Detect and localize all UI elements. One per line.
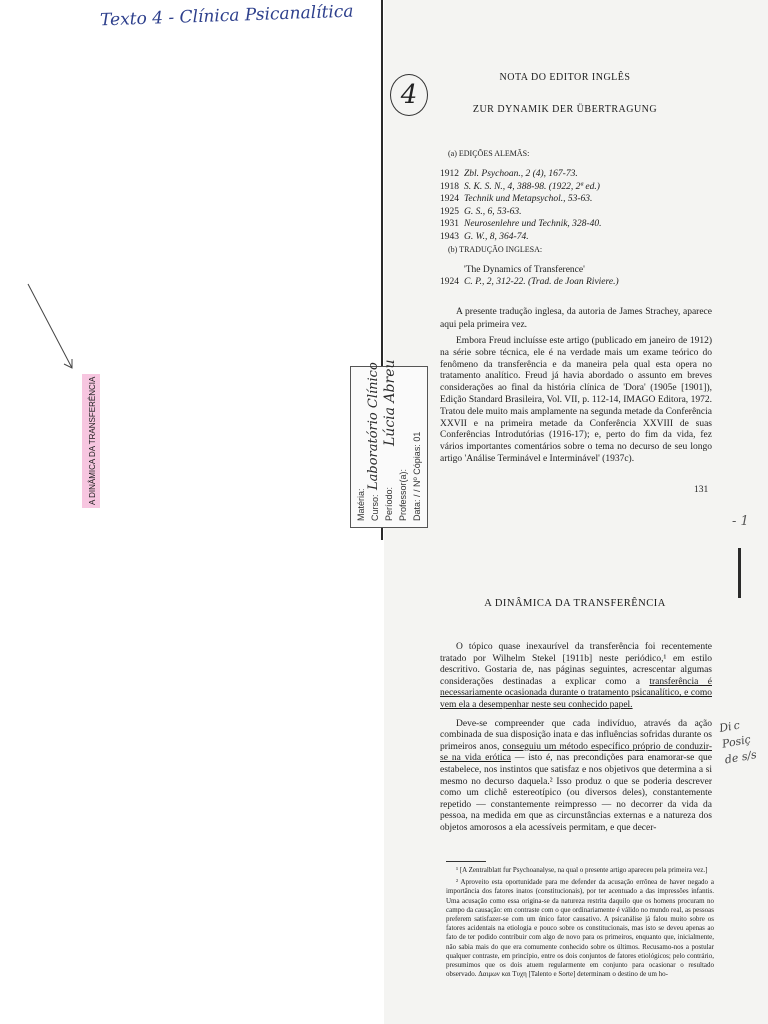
edition-row: 1918 S. K. S. N., 4, 388-98. (1922, 2ª ed.) bbox=[440, 181, 600, 192]
footnote-rule bbox=[446, 861, 486, 862]
stamp-field-materia: Matéria: bbox=[356, 488, 366, 521]
stamp-field-data: Data: / / Nº Cópias: 01 bbox=[412, 431, 422, 521]
circled-number-text: 4 bbox=[400, 80, 418, 110]
english-translation-title: 'The Dynamics of Transference' bbox=[464, 265, 585, 275]
side-label-text: A DINÂMICA DA TRANSFERÊNCIA bbox=[88, 376, 97, 505]
footnote-1: ¹ [A Zentralblatt fur Psychoanalyse, na qual o presente artigo apareceu pela primeira vez.] bbox=[456, 866, 708, 874]
edition-row: 1912 Zbl. Psychoan., 2 (4), 167-73. bbox=[440, 169, 578, 179]
article-title: A DINÂMICA DA TRANSFERÊNCIA bbox=[484, 598, 666, 609]
english-translation-ref: 1924 C. P., 2, 312-22. (Trad. de Joan Riviere.) bbox=[440, 277, 619, 287]
page-mark-handwritten: - 1 bbox=[732, 514, 749, 529]
page-number: 131 bbox=[694, 485, 709, 495]
margin-note-handwritten: Di c Posiç de s/s bbox=[718, 718, 758, 767]
stamp-field-periodo: Período: bbox=[384, 486, 394, 521]
german-editions-label: (a) EDIÇÕES ALEMÃS: bbox=[448, 149, 530, 158]
note-paragraph-2: Embora Freud incluísse este artigo (publicado em janeiro de 1912) na série sobre técnica, ele é na verdade mais um exame teórico do fenômeno da transferência e da maneira pela qual esta opera no tratamento analítico. Freud já havia abordado o assunto em breves considerações ao final da história clínica de 'Dora' (1905e [1901]), Edição Standard Brasileira, Vol. VII, p. 112-14, IMAGO Editora, 1972. Tratou dele muito mais amplamente na segunda metade da Conferência XXVII e na primeira metade da Conferência XXVIII de suas Conferências Introdutórias (1916-17); e, perto do fim da vida, fez vários importantes comentários sobre o tema no decurso de seu longo artigo 'Análise Terminável e Interminável' (1937c). bbox=[440, 336, 712, 464]
edition-row: 1925 G. S., 6, 53-63. bbox=[440, 206, 522, 217]
article-paragraph-1: O tópico quase inexaurível da transferência foi recentemente tratado por Wilhelm Stekel [1911b] neste periódico,¹ em estilo descritivo. Gostaria de, nas páginas seguintes, acrescentar algumas considerações destinadas a explicar como a transferência é necessariamente ocasionada durante o tratamento psicanalítico, e como vem ela a desempenhar neste seu conhecido papel. bbox=[440, 642, 712, 710]
english-translation-label: (b) TRADUÇÃO INGLESA: bbox=[448, 245, 543, 254]
side-label bbox=[82, 374, 100, 508]
edition-row: 1943 G. W., 8, 364-74. bbox=[440, 231, 529, 242]
right-edge-mark bbox=[738, 548, 741, 598]
stamp-handwritten-name: Lúcia Abreu bbox=[382, 359, 398, 446]
german-editions-list bbox=[440, 168, 601, 243]
note-heading: NOTA DO EDITOR INGLÊS bbox=[499, 72, 631, 83]
circled-number bbox=[390, 74, 428, 116]
stamp-handwritten-course: Laboratório Clínico bbox=[366, 362, 381, 490]
article-body bbox=[440, 642, 712, 842]
edition-row: 1924 Technik und Metapsychol., 53-63. bbox=[440, 194, 593, 204]
footnotes bbox=[446, 866, 714, 982]
arrow-icon bbox=[24, 280, 80, 376]
stamp-field-curso: Curso: bbox=[370, 494, 380, 521]
handwritten-title: Texto 4 - Clínica Psicanalítica bbox=[99, 1, 354, 31]
edition-row: 1931 Neurosenlehre und Technik, 328-40. bbox=[440, 219, 602, 229]
note-title: ZUR DYNAMIK DER ÜBERTRAGUNG bbox=[472, 104, 658, 115]
note-paragraph-1: A presente tradução inglesa, da autoria de James Strachey, aparece aqui pela primeira vez. bbox=[440, 307, 712, 330]
stamp-field-professor: Professor(a): bbox=[398, 468, 408, 521]
article-paragraph-2: Deve-se compreender que cada indivíduo, através da ação combinada de sua disposição inata e das influências sofridas durante os primeiros anos, conseguiu um método específico próprio de conduzir-se na vida erótica — isto é, nas precondições para enamorar-se que estabelece, nos instintos que satisfaz e nos objetivos que determina a si mesmo no decurso daquela.² Isso produz o que se poderia descrever como um clichê estereotípico (ou diversos deles), constantemente repetido — constantemente reimpresso — no decorrer da vida da pessoa, na medida em que as circunstâncias externas e a natureza dos objetos amorosos a ela acessíveis permitam, e que decer- bbox=[440, 718, 713, 833]
footnote-2: ² Aproveito esta oportunidade para me defender da acusação errônea de haver negado a importância dos fatores inatos (constitucionais), por ter acentuado a das impressões infantis. Uma acusação como essa origina-se da natureza restrita daquilo que os homens procuram no campo da causação: em contraste com o que ordinariamente é válido no mundo real, as pessoas preferem satisfazer-se com um único fator causativo. A psicanálise já falou muito sobre os fatores acidentais na etiologia e pouco sobre os constitucionais, mas isto se deveu apenas ao fato de ter podido contribuir com algo de novo para os primeiros, enquanto que, inicialmente, não sabia mais do que era comumente conhecido sobre os últimos. Recusamo-nos a postular qualquer contraste, em princípio, entre os dois conjuntos de fatores etiológicos; pelo contrário, presumimos que os dois atuem regularmente em conjunto para ocasionar o resultado observado. Δαιμων και Τυχη [Talento e Sorte] determinam o destino de um ho- bbox=[446, 878, 714, 979]
